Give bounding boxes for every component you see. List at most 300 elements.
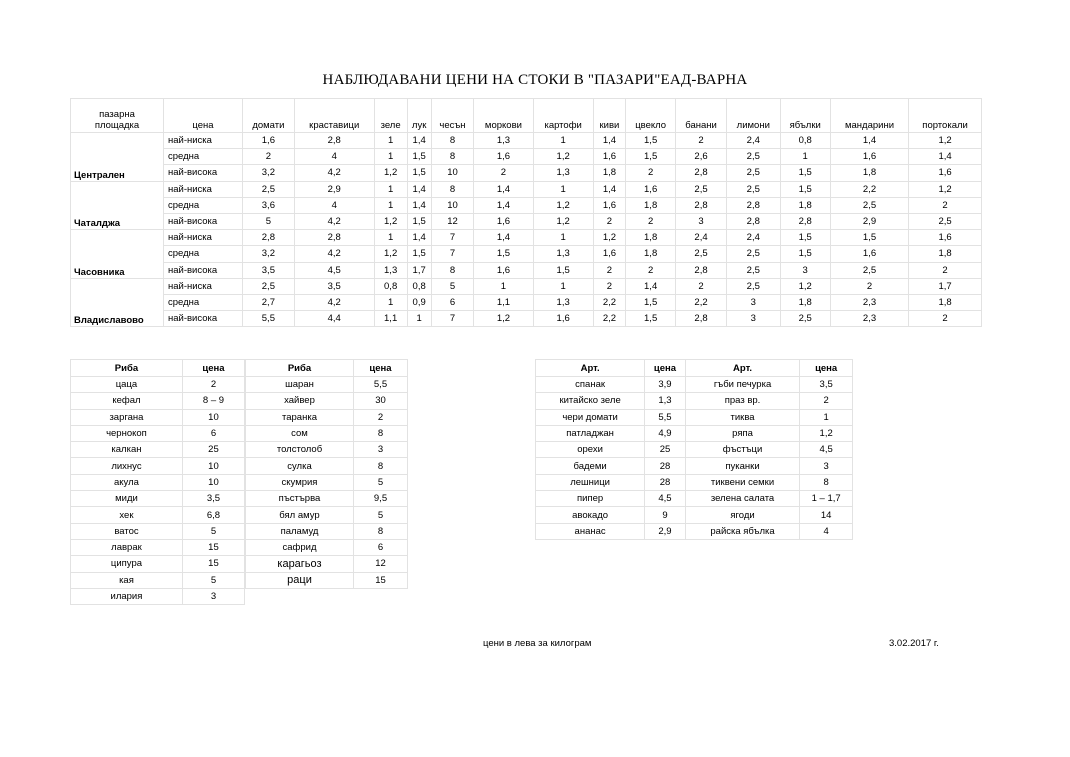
article-price: 4,5 — [800, 442, 853, 458]
market-price-row — [71, 230, 982, 246]
table-row — [246, 474, 408, 490]
table-row — [71, 507, 245, 523]
price-cell: 2,5 — [243, 278, 295, 294]
price-cell: 1,4 — [830, 133, 908, 149]
article-name: фъстъци — [685, 442, 800, 458]
price-cell: 2,2 — [593, 311, 626, 327]
price-cell: 1,3 — [533, 294, 593, 310]
price-cell: 1,1 — [474, 294, 533, 310]
article-table-header-row — [536, 360, 853, 377]
price-cell: 8 — [431, 133, 473, 149]
article-name: зелена салата — [685, 491, 800, 507]
market-price-row — [71, 213, 982, 229]
price-cell: 4 — [294, 149, 374, 165]
price-cell: 2,7 — [243, 294, 295, 310]
price-cell: 1,5 — [626, 133, 676, 149]
market-price-row — [71, 165, 982, 181]
price-cell: 1,8 — [780, 294, 830, 310]
market-price-row — [71, 149, 982, 165]
fish-price: 2 — [182, 377, 244, 393]
price-cell: 2,3 — [830, 311, 908, 327]
article-price: 2,9 — [645, 523, 686, 539]
article-name: чери домати — [536, 409, 645, 425]
table-row — [536, 523, 853, 539]
fish-price: 8 — [354, 458, 408, 474]
price-cell: 1,3 — [374, 262, 407, 278]
price-level-label: най-висока — [164, 213, 243, 229]
article-price: 3,5 — [800, 377, 853, 393]
price-cell: 1,5 — [780, 165, 830, 181]
fish-price-table-1 — [70, 359, 245, 605]
price-cell: 1,7 — [407, 262, 431, 278]
table-row — [536, 425, 853, 441]
price-cell: 2,6 — [676, 149, 727, 165]
article-name: тиквени семки — [685, 474, 800, 490]
price-cell: 1,4 — [474, 197, 533, 213]
fish-name: сафрид — [246, 539, 354, 555]
price-cell: 1,7 — [909, 278, 982, 294]
price-cell: 4 — [294, 197, 374, 213]
price-level-label: най-ниска — [164, 230, 243, 246]
price-cell: 1 — [407, 311, 431, 327]
fish-price: 2 — [354, 409, 408, 425]
price-cell: 1,4 — [407, 197, 431, 213]
price-cell: 1,5 — [407, 165, 431, 181]
price-cell: 2 — [626, 213, 676, 229]
price-cell: 1 — [374, 197, 407, 213]
article-price: 28 — [645, 458, 686, 474]
price-cell: 1,4 — [474, 181, 533, 197]
table-row — [71, 442, 245, 458]
fish-name: ципура — [71, 556, 183, 572]
product-header: моркови — [474, 99, 533, 133]
fish-price: 8 — [354, 523, 408, 539]
fish-price: 3,5 — [182, 491, 244, 507]
market-price-row — [71, 311, 982, 327]
price-cell: 1,2 — [374, 165, 407, 181]
fish-price: 6,8 — [182, 507, 244, 523]
price-cell: 8 — [431, 262, 473, 278]
price-cell: 3 — [780, 262, 830, 278]
article-name: праз вр. — [685, 393, 800, 409]
price-cell: 1,6 — [830, 246, 908, 262]
price-cell: 1,2 — [374, 213, 407, 229]
price-cell: 7 — [431, 246, 473, 262]
article-header: Арт. — [536, 360, 645, 377]
price-cell: 2,5 — [727, 246, 781, 262]
price-cell: 1,8 — [780, 197, 830, 213]
fish-name: миди — [71, 491, 183, 507]
price-cell: 10 — [431, 197, 473, 213]
price-cell: 2 — [626, 165, 676, 181]
price-cell: 1 — [374, 149, 407, 165]
price-cell: 1,4 — [593, 181, 626, 197]
price-cell: 2,5 — [676, 246, 727, 262]
fish-price: 6 — [354, 539, 408, 555]
price-level-label: най-висока — [164, 165, 243, 181]
fish-price: 5 — [182, 572, 244, 588]
article-price: 25 — [645, 442, 686, 458]
price-cell: 1 — [374, 230, 407, 246]
price-cell: 2 — [593, 278, 626, 294]
article-name: китайско зеле — [536, 393, 645, 409]
fish-name: сулка — [246, 458, 354, 474]
price-cell: 4,2 — [294, 165, 374, 181]
fish-price: 10 — [182, 409, 244, 425]
price-cell: 3,5 — [243, 262, 295, 278]
price-level-label: най-ниска — [164, 181, 243, 197]
price-cell: 1,6 — [593, 246, 626, 262]
price-cell: 3,2 — [243, 246, 295, 262]
fish-price: 8 — [354, 425, 408, 441]
market-column-header — [71, 99, 164, 133]
price-cell: 1,5 — [474, 246, 533, 262]
price-cell: 3,2 — [243, 165, 295, 181]
fish-name: хек — [71, 507, 183, 523]
fish-price: 25 — [182, 442, 244, 458]
price-cell: 1,5 — [407, 246, 431, 262]
fish-name: сом — [246, 425, 354, 441]
price-cell: 1,2 — [474, 311, 533, 327]
price-cell: 4,4 — [294, 311, 374, 327]
price-cell: 4,5 — [294, 262, 374, 278]
price-cell: 2,5 — [727, 262, 781, 278]
fish-name: цаца — [71, 377, 183, 393]
fish-name: кая — [71, 572, 183, 588]
fish-name: скумрия — [246, 474, 354, 490]
table-row — [71, 588, 245, 604]
price-cell: 1,6 — [909, 230, 982, 246]
price-cell: 1,4 — [407, 181, 431, 197]
price-cell: 1,8 — [626, 246, 676, 262]
price-cell: 2,8 — [243, 230, 295, 246]
price-cell: 1,8 — [626, 197, 676, 213]
price-cell: 1 — [533, 133, 593, 149]
article-name: райска ябълка — [685, 523, 800, 539]
price-cell: 2 — [626, 262, 676, 278]
fish-price-table-2 — [245, 359, 408, 589]
table-row — [71, 458, 245, 474]
price-cell: 6 — [431, 294, 473, 310]
fish-name: карагьоз — [246, 556, 354, 572]
fish-name: акула — [71, 474, 183, 490]
price-cell: 2,2 — [830, 181, 908, 197]
article-name: тиква — [685, 409, 800, 425]
article-name: гъби печурка — [685, 377, 800, 393]
price-cell: 2,8 — [294, 133, 374, 149]
price-cell: 1,6 — [830, 149, 908, 165]
market-price-row — [71, 278, 982, 294]
article-price: 3 — [800, 458, 853, 474]
product-header: киви — [593, 99, 626, 133]
table-row — [71, 491, 245, 507]
unit-note: цени в лева за килограм — [483, 638, 592, 649]
price-cell: 2,2 — [593, 294, 626, 310]
price-cell: 7 — [431, 230, 473, 246]
table-row — [536, 491, 853, 507]
price-cell: 1,2 — [374, 246, 407, 262]
price-cell: 1 — [374, 294, 407, 310]
price-cell: 2,5 — [909, 213, 982, 229]
table-row — [536, 458, 853, 474]
article-name: пипер — [536, 491, 645, 507]
price-cell: 2,9 — [294, 181, 374, 197]
price-cell: 1,3 — [474, 133, 533, 149]
article-name: ягоди — [685, 507, 800, 523]
price-header: цена — [645, 360, 686, 377]
table-row — [246, 539, 408, 555]
price-cell: 1 — [533, 278, 593, 294]
price-cell: 1,5 — [780, 230, 830, 246]
price-cell: 1 — [533, 181, 593, 197]
price-cell: 2 — [474, 165, 533, 181]
price-cell: 1,2 — [533, 197, 593, 213]
fish-name: толстолоб — [246, 442, 354, 458]
fish-name: таранка — [246, 409, 354, 425]
table-row — [536, 393, 853, 409]
price-cell: 1,8 — [830, 165, 908, 181]
article-price: 4 — [800, 523, 853, 539]
price-level-label: средна — [164, 294, 243, 310]
price-cell: 1,5 — [407, 149, 431, 165]
price-cell: 2,5 — [727, 165, 781, 181]
price-cell: 0,8 — [407, 278, 431, 294]
price-cell: 1 — [374, 181, 407, 197]
price-cell: 2 — [676, 278, 727, 294]
product-header: лимони — [727, 99, 781, 133]
price-cell: 1,2 — [533, 213, 593, 229]
price-cell: 0,8 — [374, 278, 407, 294]
price-level-label: най-ниска — [164, 278, 243, 294]
fish-price: 3 — [182, 588, 244, 604]
price-cell: 1,4 — [909, 149, 982, 165]
article-name: бадеми — [536, 458, 645, 474]
main-table-header-row — [71, 99, 982, 133]
price-cell: 2,4 — [727, 133, 781, 149]
article-name: орехи — [536, 442, 645, 458]
price-cell: 2 — [593, 262, 626, 278]
fish-price: 15 — [354, 572, 408, 588]
article-price: 4,9 — [645, 425, 686, 441]
price-cell: 2,8 — [727, 197, 781, 213]
price-cell: 1,4 — [593, 133, 626, 149]
price-cell: 1,5 — [830, 230, 908, 246]
fish-name: илария — [71, 588, 183, 604]
table-row — [71, 523, 245, 539]
price-cell: 1,2 — [593, 230, 626, 246]
price-cell: 4,2 — [294, 294, 374, 310]
price-cell: 1,5 — [626, 294, 676, 310]
fish-name: лихнус — [71, 458, 183, 474]
fish-name: ватос — [71, 523, 183, 539]
price-cell: 2 — [243, 149, 295, 165]
market-header-line-1: пазарна — [99, 109, 135, 120]
fish-price: 30 — [354, 393, 408, 409]
table-row — [71, 393, 245, 409]
fish-price: 5 — [182, 523, 244, 539]
price-level-column-header: цена — [164, 99, 243, 133]
price-cell: 2 — [830, 278, 908, 294]
table-row — [246, 425, 408, 441]
product-header: цвекло — [626, 99, 676, 133]
article-price-table — [535, 359, 853, 540]
price-cell: 3 — [727, 311, 781, 327]
fish-header: Риба — [246, 360, 354, 377]
price-cell: 8 — [431, 149, 473, 165]
product-header: лук — [407, 99, 431, 133]
price-cell: 1,8 — [909, 246, 982, 262]
market-price-row — [71, 246, 982, 262]
fish-table-2-header-row — [246, 360, 408, 377]
fish-name: шаран — [246, 377, 354, 393]
price-level-label: средна — [164, 149, 243, 165]
price-cell: 1,5 — [780, 246, 830, 262]
price-cell: 1,8 — [909, 294, 982, 310]
product-header: зеле — [374, 99, 407, 133]
article-name: ряпа — [685, 425, 800, 441]
table-row — [246, 409, 408, 425]
article-price: 2 — [800, 393, 853, 409]
product-header: ябълки — [780, 99, 830, 133]
article-price: 5,5 — [645, 409, 686, 425]
price-cell: 2,8 — [676, 165, 727, 181]
price-cell: 1,1 — [374, 311, 407, 327]
article-price: 4,5 — [645, 491, 686, 507]
price-cell: 1,8 — [593, 165, 626, 181]
price-cell: 3 — [676, 213, 727, 229]
price-cell: 2,5 — [780, 311, 830, 327]
fish-name: чернокоп — [71, 425, 183, 441]
table-row — [536, 507, 853, 523]
fish-name: калкан — [71, 442, 183, 458]
price-cell: 1,5 — [407, 213, 431, 229]
fish-price: 8 – 9 — [182, 393, 244, 409]
market-name: Централен — [71, 133, 164, 182]
price-cell: 1,3 — [533, 165, 593, 181]
table-row — [246, 507, 408, 523]
price-cell: 1,4 — [474, 230, 533, 246]
product-header: мандарини — [830, 99, 908, 133]
price-cell: 5 — [431, 278, 473, 294]
article-name: лешници — [536, 474, 645, 490]
fish-header: Риба — [71, 360, 183, 377]
price-cell: 5,5 — [243, 311, 295, 327]
price-cell: 2,9 — [830, 213, 908, 229]
table-row — [246, 377, 408, 393]
price-cell: 2,4 — [727, 230, 781, 246]
price-cell: 2,5 — [727, 149, 781, 165]
price-cell: 1,2 — [909, 133, 982, 149]
price-cell: 2 — [909, 197, 982, 213]
price-cell: 1,4 — [626, 278, 676, 294]
fish-name: пъстърва — [246, 491, 354, 507]
fish-name: бял амур — [246, 507, 354, 523]
table-row — [246, 572, 408, 588]
table-row — [71, 556, 245, 572]
page-title: НАБЛЮДАВАНИ ЦЕНИ НА СТОКИ В "ПАЗАРИ"ЕАД-ВАРНА — [322, 72, 748, 88]
price-cell: 12 — [431, 213, 473, 229]
article-price: 1 — [800, 409, 853, 425]
fish-name: лаврак — [71, 539, 183, 555]
product-header: портокали — [909, 99, 982, 133]
price-level-label: най-висока — [164, 262, 243, 278]
article-name: ананас — [536, 523, 645, 539]
article-price: 1,3 — [645, 393, 686, 409]
product-header: банани — [676, 99, 727, 133]
table-row — [71, 474, 245, 490]
table-row — [71, 572, 245, 588]
table-row — [246, 458, 408, 474]
price-cell: 1 — [374, 133, 407, 149]
price-cell: 3 — [727, 294, 781, 310]
price-cell: 2,8 — [727, 213, 781, 229]
market-price-row — [71, 294, 982, 310]
report-date: 3.02.2017 г. — [889, 638, 939, 649]
table-row — [71, 409, 245, 425]
price-cell: 2,5 — [243, 181, 295, 197]
product-header: краставици — [294, 99, 374, 133]
price-header: цена — [800, 360, 853, 377]
price-level-label: най-висока — [164, 311, 243, 327]
price-cell: 2,8 — [676, 197, 727, 213]
price-header: цена — [354, 360, 408, 377]
price-header: цена — [182, 360, 244, 377]
price-level-label: най-ниска — [164, 133, 243, 149]
table-row — [246, 393, 408, 409]
price-cell: 2,5 — [727, 181, 781, 197]
table-row — [246, 523, 408, 539]
table-row — [536, 442, 853, 458]
price-cell: 3,5 — [294, 278, 374, 294]
price-cell: 10 — [431, 165, 473, 181]
price-cell: 1,8 — [626, 230, 676, 246]
product-header: домати — [243, 99, 295, 133]
price-cell: 2,3 — [830, 294, 908, 310]
price-cell: 7 — [431, 311, 473, 327]
price-cell: 1,5 — [626, 149, 676, 165]
price-cell: 2 — [909, 262, 982, 278]
product-header: картофи — [533, 99, 593, 133]
price-cell: 2,8 — [676, 311, 727, 327]
fish-price: 10 — [182, 458, 244, 474]
price-cell: 1,6 — [474, 213, 533, 229]
price-cell: 1,5 — [780, 181, 830, 197]
price-cell: 1 — [780, 149, 830, 165]
price-cell: 2,8 — [294, 230, 374, 246]
price-cell: 1,5 — [533, 262, 593, 278]
article-price: 8 — [800, 474, 853, 490]
article-name: авокадо — [536, 507, 645, 523]
table-row — [71, 425, 245, 441]
table-row — [246, 491, 408, 507]
price-cell: 5 — [243, 213, 295, 229]
price-level-label: средна — [164, 246, 243, 262]
fish-price: 12 — [354, 556, 408, 572]
price-cell: 1,6 — [909, 165, 982, 181]
table-row — [71, 377, 245, 393]
article-price: 9 — [645, 507, 686, 523]
fish-price: 15 — [182, 539, 244, 555]
product-header: чесън — [431, 99, 473, 133]
price-cell: 1,6 — [474, 262, 533, 278]
article-header: Арт. — [685, 360, 800, 377]
price-cell: 2,8 — [676, 262, 727, 278]
fish-price: 5 — [354, 474, 408, 490]
fish-name: хайвер — [246, 393, 354, 409]
article-name: пуканки — [685, 458, 800, 474]
price-cell: 2 — [676, 133, 727, 149]
table-row — [536, 377, 853, 393]
